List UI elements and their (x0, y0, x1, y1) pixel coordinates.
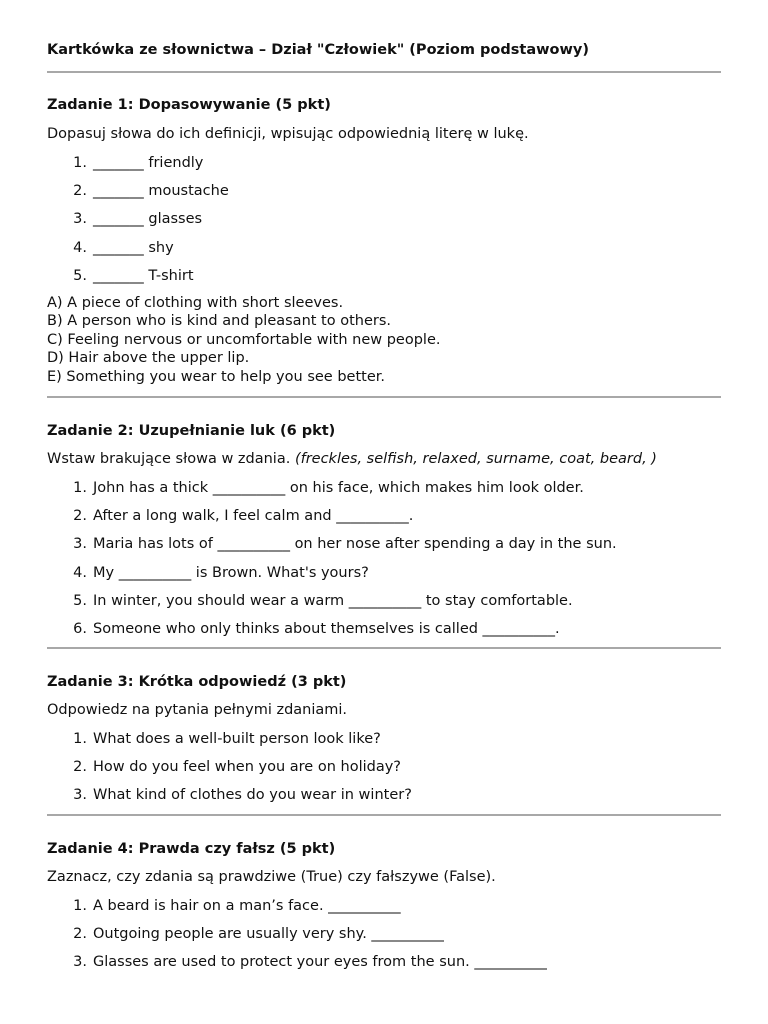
option-c: C) Feeling nervous or uncomfortable with new people. (47, 331, 441, 348)
option-b: B) A person who is kind and pleasant to others. (47, 313, 392, 330)
divider (47, 814, 721, 816)
task4-title: Zadanie 4: Prawda czy fałsz (5 pkt) (47, 841, 336, 857)
task2-title: Zadanie 2: Uzupełnianie luk (6 pkt) (47, 423, 336, 439)
task3-title: Zadanie 3: Krótka odpowiedź (3 pkt) (47, 674, 347, 690)
task1-options (47, 294, 441, 386)
divider (47, 396, 721, 398)
word-bank: (freckles, selfish, relaxed, surname, coat, beard, ) (294, 451, 657, 467)
option-e: E) Something you wear to help you see better. (47, 368, 385, 385)
task4-instruction: Zaznacz, czy zdania są prawdziwe (True) czy fałszywe (False). (47, 869, 496, 885)
task1-title: Zadanie 1: Dopasowywanie (5 pkt) (47, 97, 331, 113)
divider (47, 647, 721, 649)
document-title: Kartkówka ze słownictwa – Dział "Człowiek" (Poziom podstawowy) (47, 42, 589, 58)
task2-instruction: Wstaw brakujące słowa w zdania. (freckles, selfish, relaxed, surname, coat, beard, ) (47, 451, 657, 467)
task1-instruction: Dopasuj słowa do ich definicji, wpisując odpowiednią literę w lukę. (47, 126, 529, 142)
option-d: D) Hair above the upper lip. (47, 350, 250, 367)
divider (47, 71, 721, 73)
option-a: A) A piece of clothing with short sleeves. (47, 295, 344, 311)
task3-instruction: Odpowiedz na pytania pełnymi zdaniami. (47, 702, 348, 718)
